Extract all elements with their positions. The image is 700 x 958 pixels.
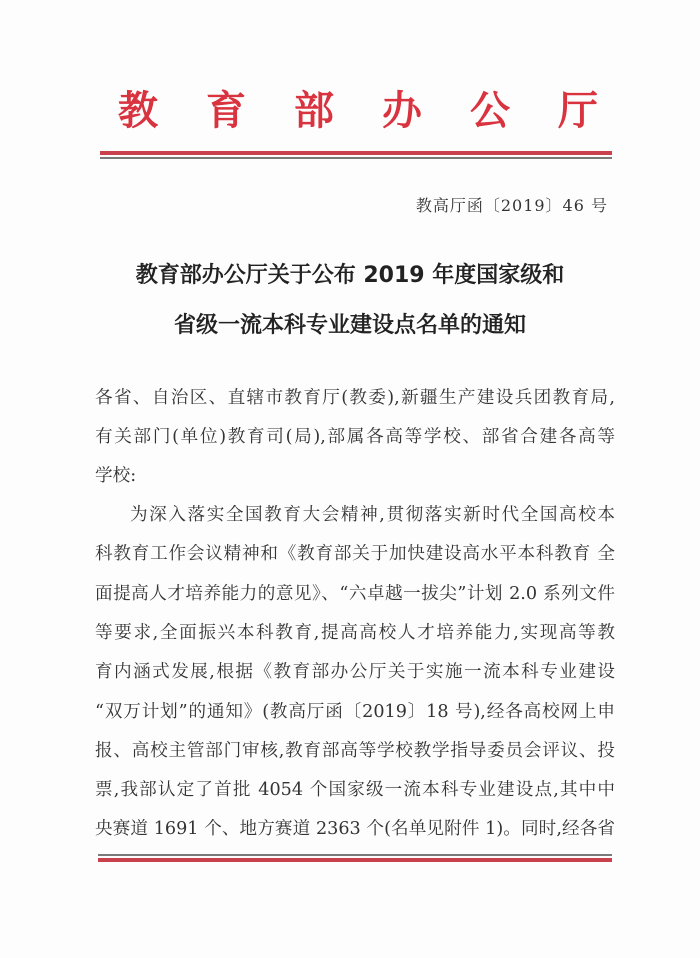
body-line: 等要求,全面振兴本科教育,提高高校人才培养能力,实现高等教: [95, 623, 615, 643]
footer-red-rule: [98, 858, 612, 862]
body-line: “双万计划”的通知》(教高厅函〔2019〕18 号),经各高校网上申: [95, 702, 615, 722]
body-line: 各省、自治区、直辖市教育厅(教委),新疆生产建设兵团教育局,: [95, 388, 615, 408]
letterhead-grey-rule: [100, 157, 612, 159]
notice-title-line-2: 省级一流本科专业建设点名单的通知: [173, 313, 526, 338]
body-line: 报、高校主管部门审核,教育部高等学校教学指导委员会评议、投: [95, 741, 615, 761]
letterhead-char: 育: [206, 86, 246, 134]
body-line: 央赛道 1691 个、地方赛道 2363 个(名单见附件 1)。同时,经各省: [95, 819, 615, 839]
letterhead-char: 公: [470, 86, 510, 134]
letterhead-char: 教: [118, 86, 158, 134]
letterhead-title: [118, 82, 598, 132]
body-line: 育内涵式发展,根据《教育部办公厅关于实施一流本科专业建设: [95, 662, 615, 682]
body-line: 为深入落实全国教育大会精神,贯彻落实新时代全国高校本: [130, 505, 615, 525]
body-line: 科教育工作会议精神和《教育部关于加快建设高水平本科教育 全: [95, 544, 615, 564]
body-line: 票,我部认定了首批 4054 个国家级一流本科专业建设点,其中中: [95, 780, 615, 800]
letterhead-char: 部: [294, 86, 334, 134]
notice-title-line-1: 教育部办公厅关于公布 2019 年度国家级和: [135, 263, 565, 288]
body-line: 有关部门(单位)教育司(局),部属各高等学校、部省合建各高等: [95, 427, 615, 447]
document-number: 教高厅函〔2019〕46 号: [415, 196, 608, 215]
footer-grey-rule: [98, 854, 612, 856]
letterhead-char: 厅: [558, 86, 598, 134]
body-line: 学校:: [95, 466, 137, 486]
letterhead-red-rule: [100, 151, 612, 155]
letterhead-char: 办: [382, 86, 422, 134]
body-line: 面提高人才培养能力的意见》、“六卓越一拔尖”计划 2.0 系列文件: [95, 584, 615, 604]
